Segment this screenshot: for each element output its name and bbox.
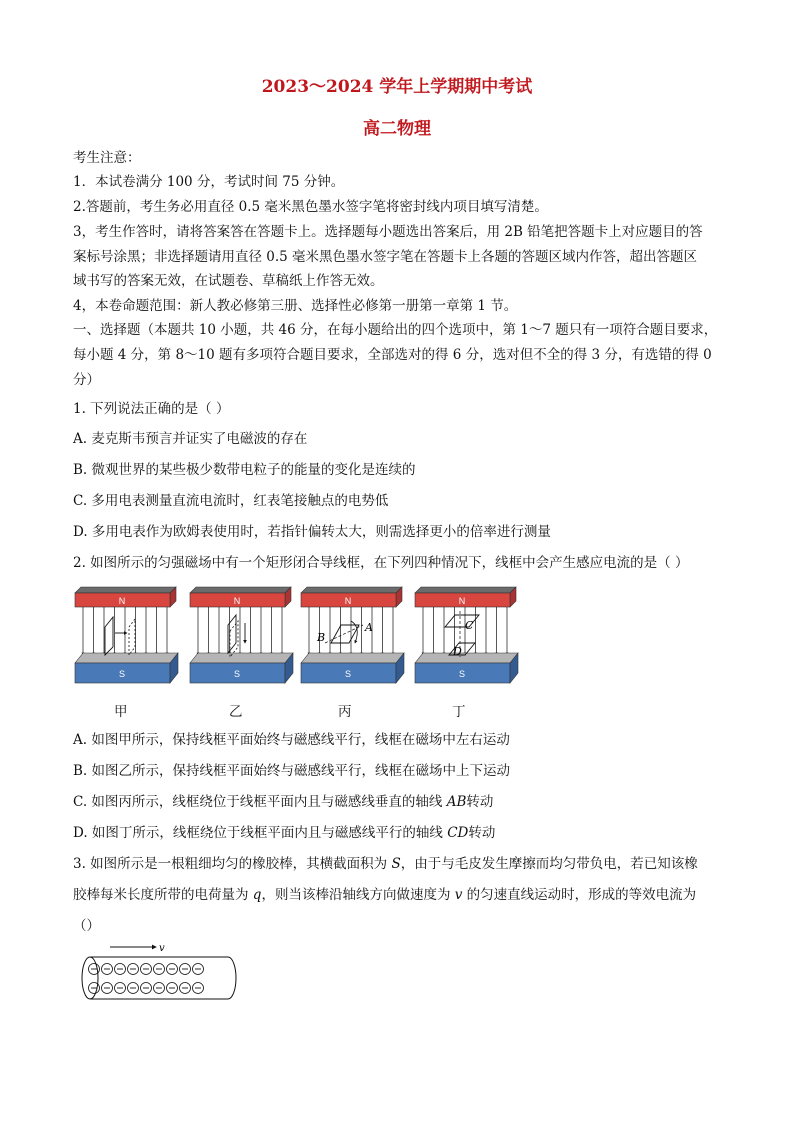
slab-top (301, 653, 404, 663)
axis-label-a: A (365, 621, 373, 634)
notice-item-1: 1．本试卷满分 100 分，考试时间 75 分钟。 (73, 174, 345, 190)
q2-option-c: C. 如图丙所示，线框绕位于线框平面内且与磁感线垂直的轴线 AB转动 (73, 794, 494, 810)
section1-line-3: 分） (73, 372, 100, 388)
notice-item-3c: 域书写的答案无效，在试题卷、草稿纸上作答无效。 (73, 273, 384, 289)
q3-line-3: （） (73, 918, 100, 934)
q2-magnet-figure (70, 585, 540, 690)
magnet-n-top (75, 587, 176, 593)
axis-label-d: D (453, 645, 462, 658)
q3-rod-figure (70, 940, 245, 1005)
coil-ding-top (445, 615, 479, 627)
q2-label-bing: 丙 (338, 704, 352, 720)
magnet-s-label: S (118, 669, 126, 679)
q2-option-b: B. 如图乙所示，保持线框平面始终与磁感线平行，线框在磁场中上下运动 (73, 763, 511, 779)
q2-label-ding: 丁 (452, 704, 466, 720)
slab-top (190, 653, 293, 663)
q1-stem: 1. 下列说法正确的是（ ） (73, 401, 230, 417)
q2-option-a: A. 如图甲所示，保持线框平面始终与磁感线平行，线框在磁场中左右运动 (73, 732, 510, 748)
magnet-panel-3 (301, 587, 404, 683)
q2-label-jia: 甲 (114, 704, 128, 720)
magnet-n-top (301, 587, 402, 593)
q1-option-a: A. 麦克斯韦预言并证实了电磁波的存在 (73, 431, 308, 447)
rotation-arrow (351, 621, 357, 643)
exam-title: 2023～2024 学年上学期期中考试 (261, 77, 533, 97)
magnet-n-label: N (118, 596, 126, 606)
magnet-n-label: N (458, 596, 466, 606)
coil-jia-ghost (129, 619, 135, 655)
rod-end (82, 957, 98, 999)
magnet-panel-1 (75, 587, 178, 683)
section1-line-1: 一、选择题（本题共 10 小题，共 46 分，在每小题给出的四个选项中，第 1～7 题只有一项符合题目要求， (73, 322, 718, 338)
notice-item-4: 4，本卷命题范围：新人教必修第三册、选择性必修第一册第一章第 1 节。 (73, 298, 518, 314)
axis-label-b: B (317, 631, 326, 644)
magnet-s-label: S (458, 669, 466, 679)
axis-label-c: C (465, 619, 474, 632)
magnet-n-top (190, 587, 291, 593)
q1-option-c: C. 多用电表测量直流电流时，红表笔接触点的电势低 (73, 493, 389, 509)
rod-body (90, 957, 236, 999)
exam-subject: 高二物理 (363, 119, 431, 139)
magnet-s-label: S (344, 669, 352, 679)
magnet-panel-4 (415, 587, 518, 683)
slab-top (75, 653, 178, 663)
section1-line-2: 每小题 4 分，第 8～10 题有多项符合题目要求，全部选对的得 6 分，选对但不全的得 3 分，有选错的得 0 (73, 347, 712, 363)
coil-jia (105, 617, 113, 655)
coil-yi-ghost (230, 621, 238, 657)
slab-top (415, 653, 518, 663)
notice-item-3a: 3，考生作答时，请将答案答在答题卡上。选择题每小题选出答案后，用 2B 铅笔把答题卡上对应题目的答 (73, 224, 703, 240)
magnet-s-label: S (233, 669, 241, 679)
notice-heading: 考生注意： (73, 150, 141, 166)
magnet-n-top (415, 587, 516, 593)
notice-item-3b: 案标号涂黑；非选择题请用直径 0.5 毫米黑色墨水签字笔在答题卡上各题的答题区域内作答，超出答题区 (73, 249, 698, 265)
magnet-n-label: N (233, 596, 241, 606)
velocity-label: v (159, 943, 165, 954)
q1-option-b: B. 微观世界的某些极少数带电粒子的能量的变化是连续的 (73, 462, 416, 478)
q2-option-d: D. 如图丁所示，线框绕位于线框平面内且与磁感线平行的轴线 CD转动 (73, 825, 496, 841)
q3-line-2: 胶棒每米长度所带的电荷量为 q，则当该棒沿轴线方向做速度为 v 的匀速直线运动时，形成的等效电流为 (73, 887, 697, 903)
notice-item-2: 2.答题前，考生务必用直径 0.5 毫米黑色墨水签字笔将密封线内项目填写清楚。 (73, 199, 548, 215)
magnet-panel-2 (190, 587, 293, 683)
q1-option-d: D. 多用电表作为欧姆表使用时，若指针偏转太大，则需选择更小的倍率进行测量 (73, 524, 551, 540)
q2-stem: 2. 如图所示的匀强磁场中有一个矩形闭合导线框，在下列四种情况下，线框中会产生感应电流的是（ ） (73, 555, 689, 571)
coil-bing (331, 625, 359, 643)
magnet-n-label: N (344, 596, 352, 606)
q3-line-1: 3. 如图所示是一根粗细均匀的橡胶棒，其横截面积为 S，由于与毛皮发生摩擦而均匀带负电，若已知该橡 (73, 856, 698, 872)
q2-label-yi: 乙 (229, 704, 243, 720)
